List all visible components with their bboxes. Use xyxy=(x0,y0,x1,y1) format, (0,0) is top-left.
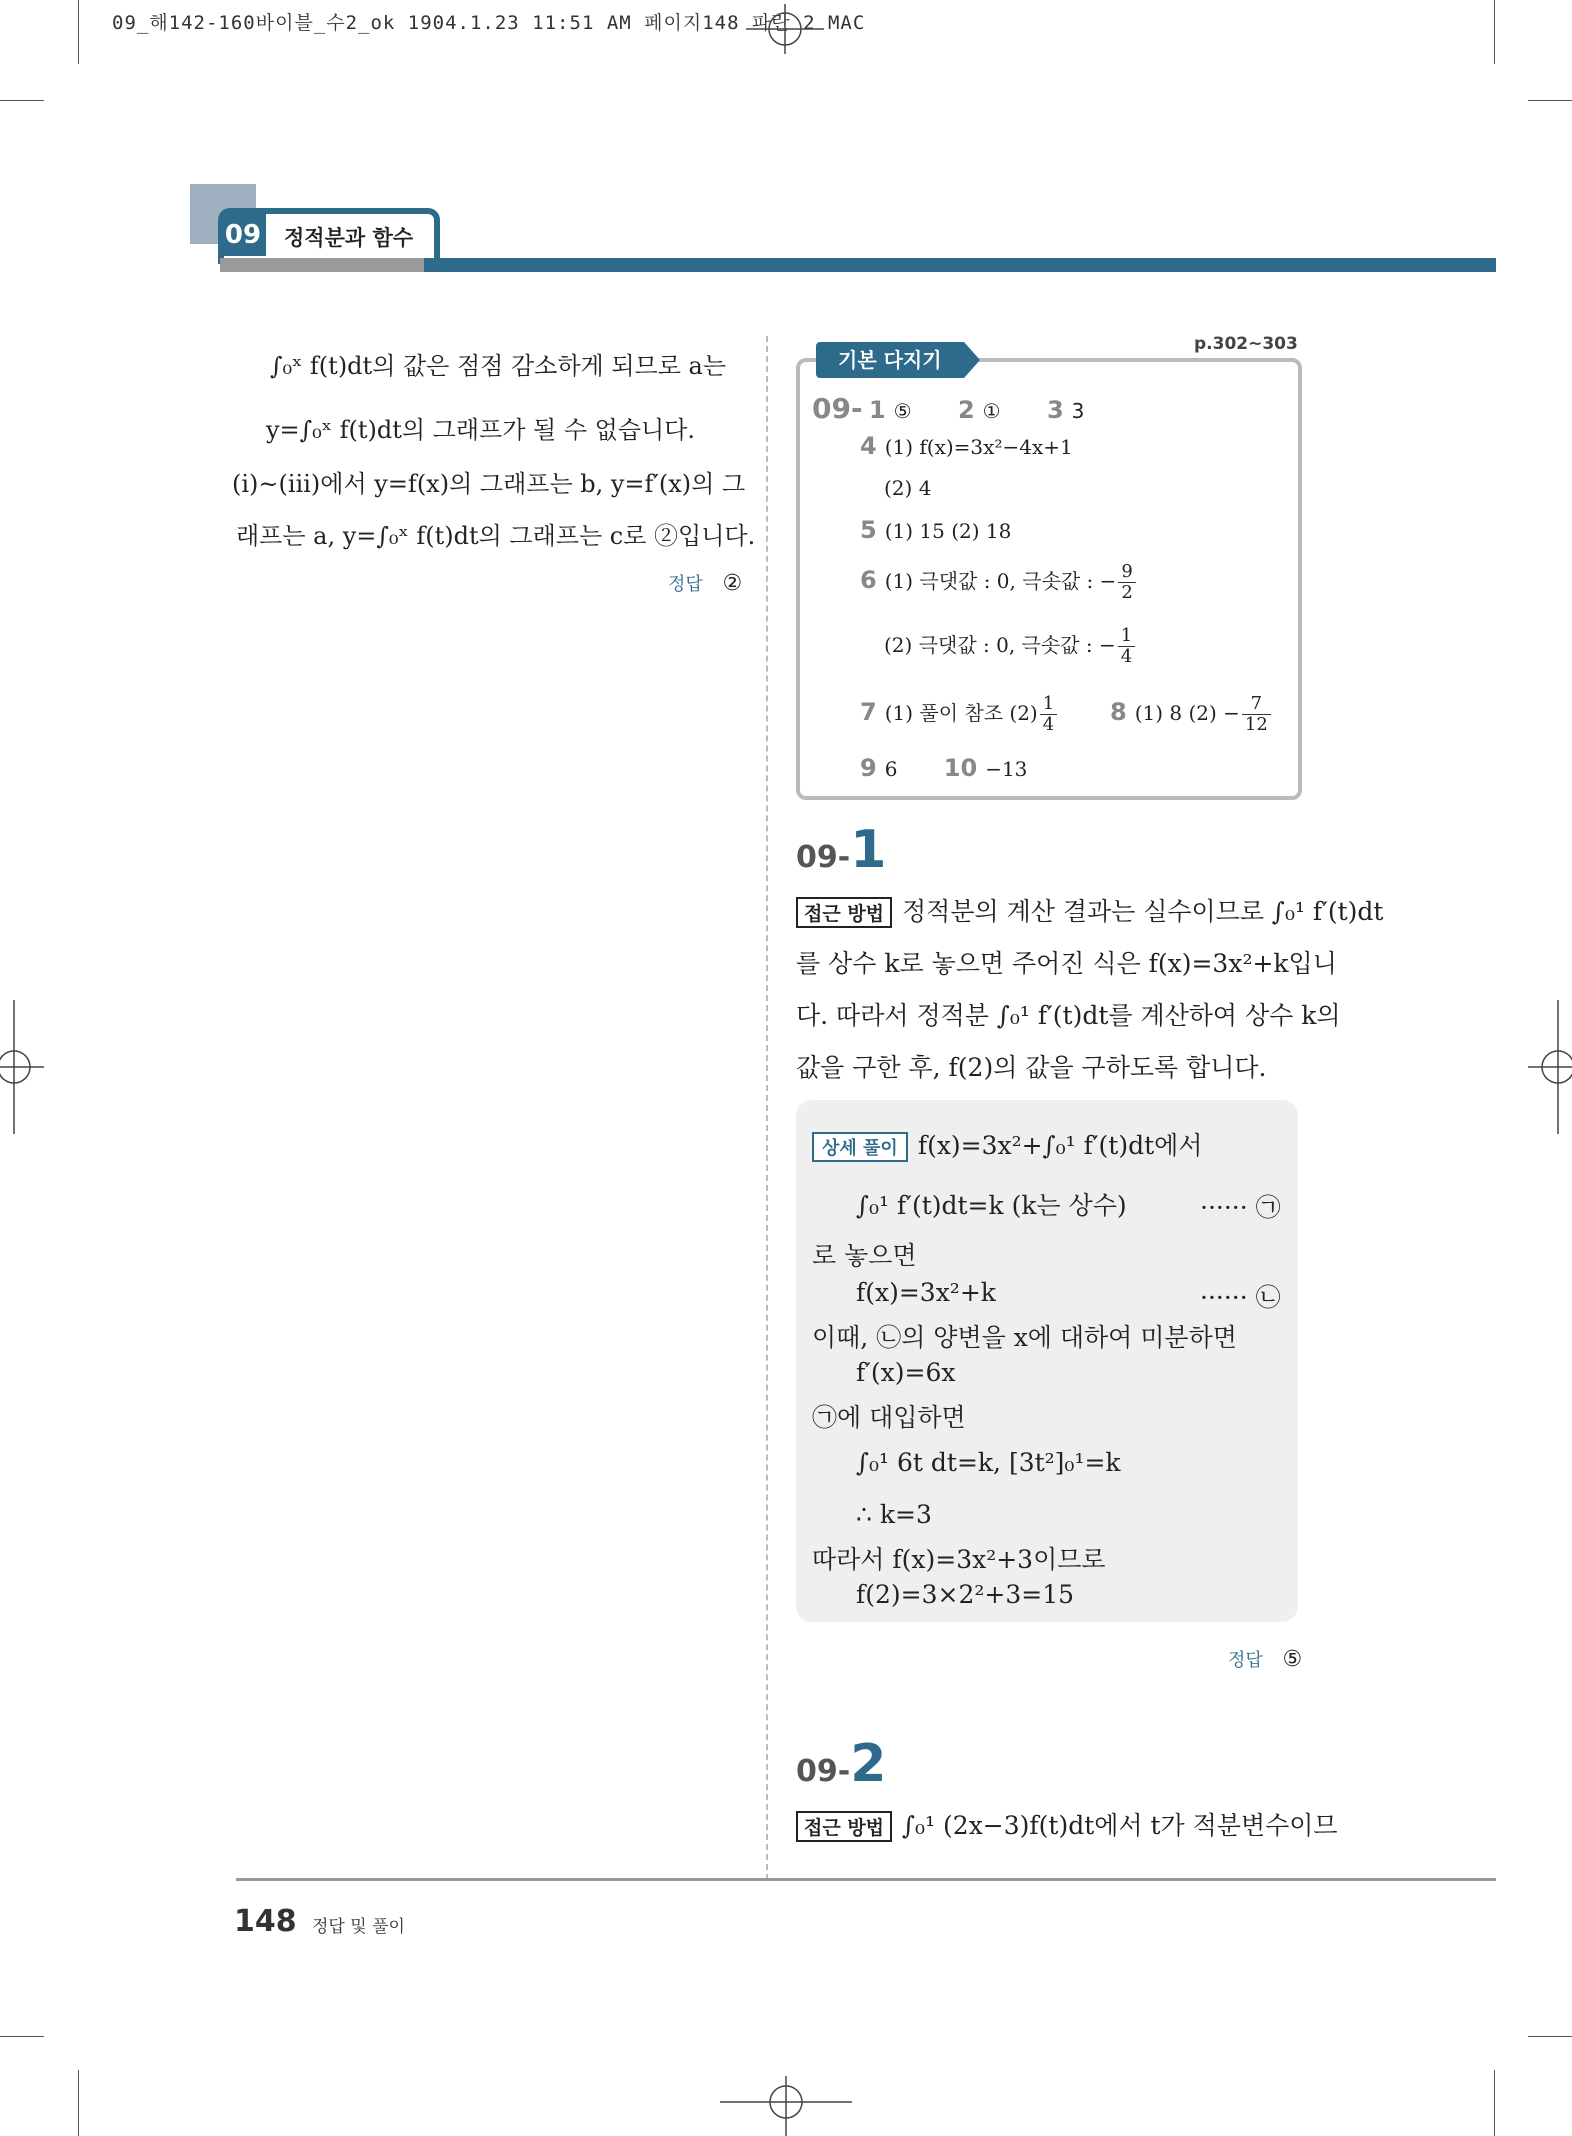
problem-heading-number: 2 xyxy=(850,1734,887,1794)
solution-line: f(x)=3x²+k xyxy=(856,1278,996,1307)
solution-line: f′(x)=6x xyxy=(856,1358,956,1387)
item-number: 7 xyxy=(860,698,877,726)
registration-mark-right xyxy=(1528,1000,1572,1134)
crop-mark xyxy=(0,100,44,101)
answer-line xyxy=(1228,1646,1302,1672)
left-text-line: ∫₀ˣ f(t)dt의 값은 점점 감소하게 되므로 a는 xyxy=(270,352,727,380)
problem-heading xyxy=(796,820,886,880)
page-number: 148 xyxy=(234,1904,297,1939)
crop-mark xyxy=(1528,2036,1572,2037)
solution-text: f(x)=3x²+∫₀¹ f′(t)dt에서 xyxy=(917,1131,1203,1160)
item-number: 9 xyxy=(860,754,877,782)
item-answer: (1) f(x)=3x²−4x+1 xyxy=(884,435,1073,459)
fraction xyxy=(1118,626,1135,667)
item-answer: (1) 15 (2) 18 xyxy=(884,519,1012,543)
approach-text: 정적분의 계산 결과는 실수이므로 ∫₀¹ f′(t)dt xyxy=(902,897,1384,926)
answer-value: ② xyxy=(722,571,743,596)
solution-line: ∫₀¹ f′(t)dt=k (k는 상수) xyxy=(856,1191,1127,1220)
basics-head: 09- xyxy=(812,392,863,425)
header-bar-gray xyxy=(220,258,424,272)
registration-mark-bottom xyxy=(720,2076,852,2136)
solution-marker: ······ ㉡ xyxy=(1200,1283,1281,1312)
item-answer: (2) 극댓값 : 0, 극솟값 : − xyxy=(884,633,1116,657)
approach-line xyxy=(796,892,1383,928)
fraction xyxy=(1118,562,1135,603)
crop-mark xyxy=(1494,2070,1495,2136)
solution-line: f(2)=3×2²+3=15 xyxy=(856,1580,1075,1609)
fraction-numerator: 7 xyxy=(1242,694,1271,715)
solution-line: ∫₀¹ 6t dt=k, [3t²]₀¹=k xyxy=(856,1448,1121,1477)
fraction-numerator: 1 xyxy=(1040,694,1057,715)
answer-label: 정답 xyxy=(1228,1650,1263,1671)
problem-heading-number: 1 xyxy=(850,820,887,880)
fraction-denominator: 4 xyxy=(1120,646,1133,667)
approach-line xyxy=(796,1806,1338,1842)
solution-line: ∴ k=3 xyxy=(856,1500,932,1529)
crop-mark xyxy=(1494,0,1495,64)
print-slug: 09_해142-160바이블_수2_ok 1904.1.23 11:51 AM 페이지148 파란 2 MAC xyxy=(112,12,866,34)
item-number: 2 xyxy=(957,396,975,424)
chapter-number: 09 xyxy=(220,214,266,256)
fraction xyxy=(1242,694,1271,735)
item-answer: 6 xyxy=(884,757,898,781)
answer-value: ⑤ xyxy=(1282,1647,1303,1672)
basics-item-9-10 xyxy=(860,754,1027,782)
solution-tag: 상세 풀이 xyxy=(812,1132,908,1162)
basics-item-6-2 xyxy=(884,626,1137,667)
answer-label: 정답 xyxy=(668,574,703,595)
fraction-numerator: 1 xyxy=(1118,626,1135,647)
fraction xyxy=(1040,694,1057,735)
crop-mark xyxy=(78,2070,79,2136)
basics-row-1 xyxy=(812,392,1084,425)
left-text-line: y=∫₀ˣ f(t)dt의 그래프가 될 수 없습니다. xyxy=(266,416,696,444)
basics-item-6-1 xyxy=(860,562,1138,603)
problem-heading-prefix: 09- xyxy=(796,840,851,875)
fraction-denominator: 4 xyxy=(1042,714,1055,735)
left-text-line: (ⅰ)~(ⅲ)에서 y=f(x)의 그래프는 b, y=f′(x)의 그 xyxy=(232,470,746,498)
solution-marker: ······ ㉠ xyxy=(1200,1193,1281,1222)
left-text-line: 래프는 a, y=∫₀ˣ f(t)dt의 그래프는 c로 ②입니다. xyxy=(236,522,756,550)
item-answer: (1) 풀이 참조 (2) xyxy=(884,701,1038,725)
item-number: 5 xyxy=(860,516,877,544)
item-number: 8 xyxy=(1110,698,1127,726)
solution-line: 따라서 f(x)=3x²+3이므로 xyxy=(812,1545,1106,1574)
crop-mark xyxy=(0,2036,44,2037)
page-footer-label: 정답 및 풀이 xyxy=(312,1917,405,1937)
fraction-numerator: 9 xyxy=(1118,562,1135,583)
item-answer: ① xyxy=(982,399,1001,423)
page-reference: p.302~303 xyxy=(1194,334,1298,354)
item-number: 3 xyxy=(1046,396,1064,424)
registration-mark-left xyxy=(0,1000,44,1134)
solution-line: 로 놓으면 xyxy=(812,1241,917,1270)
item-number: 4 xyxy=(860,432,877,460)
item-answer: 3 xyxy=(1071,399,1085,423)
crop-mark xyxy=(78,0,79,64)
basics-item-5 xyxy=(860,516,1011,544)
registration-mark-top xyxy=(746,4,824,54)
solution-line xyxy=(812,1126,1202,1162)
item-number: 6 xyxy=(860,566,877,594)
fraction-denominator: 2 xyxy=(1121,582,1133,603)
basics-item-4 xyxy=(860,432,1073,460)
basics-box-label: 기본 다지기 xyxy=(816,342,964,378)
problem-heading xyxy=(796,1734,886,1794)
item-number: 10 xyxy=(943,754,978,782)
solution-line: ㉠에 대입하면 xyxy=(812,1403,966,1432)
fraction-denominator: 12 xyxy=(1244,714,1268,735)
approach-text: ∫₀¹ (2x−3)f(t)dt에서 t가 적분변수이므 xyxy=(902,1811,1338,1840)
basics-item-8 xyxy=(1110,694,1273,735)
approach-tag: 접근 방법 xyxy=(796,897,892,928)
approach-line: 값을 구한 후, f(2)의 값을 구하도록 합니다. xyxy=(796,1053,1267,1082)
item-answer: ⑤ xyxy=(893,399,912,423)
chapter-title: 정적분과 함수 xyxy=(284,226,414,250)
item-answer: −13 xyxy=(985,757,1028,781)
approach-line: 다. 따라서 정적분 ∫₀¹ f′(t)dt를 계산하여 상수 k의 xyxy=(796,1001,1341,1030)
footer-rule xyxy=(236,1878,1496,1881)
column-divider xyxy=(766,336,768,1880)
approach-tag: 접근 방법 xyxy=(796,1811,892,1842)
crop-mark xyxy=(1528,100,1572,101)
problem-heading-prefix: 09- xyxy=(796,1754,851,1789)
solution-line: 이때, ㉡의 양변을 x에 대하여 미분하면 xyxy=(812,1323,1237,1352)
answer-line xyxy=(668,570,742,596)
item-answer: (1) 8 (2) − xyxy=(1134,701,1240,725)
item-number: 1 xyxy=(868,396,886,424)
approach-line: 를 상수 k로 놓으면 주어진 식은 f(x)=3x²+k입니 xyxy=(796,949,1337,978)
item-answer: (1) 극댓값 : 0, 극솟값 : − xyxy=(884,569,1117,593)
header-bar xyxy=(424,258,1496,272)
basics-item-7 xyxy=(860,694,1059,735)
basics-item-4-2: (2) 4 xyxy=(884,476,932,500)
